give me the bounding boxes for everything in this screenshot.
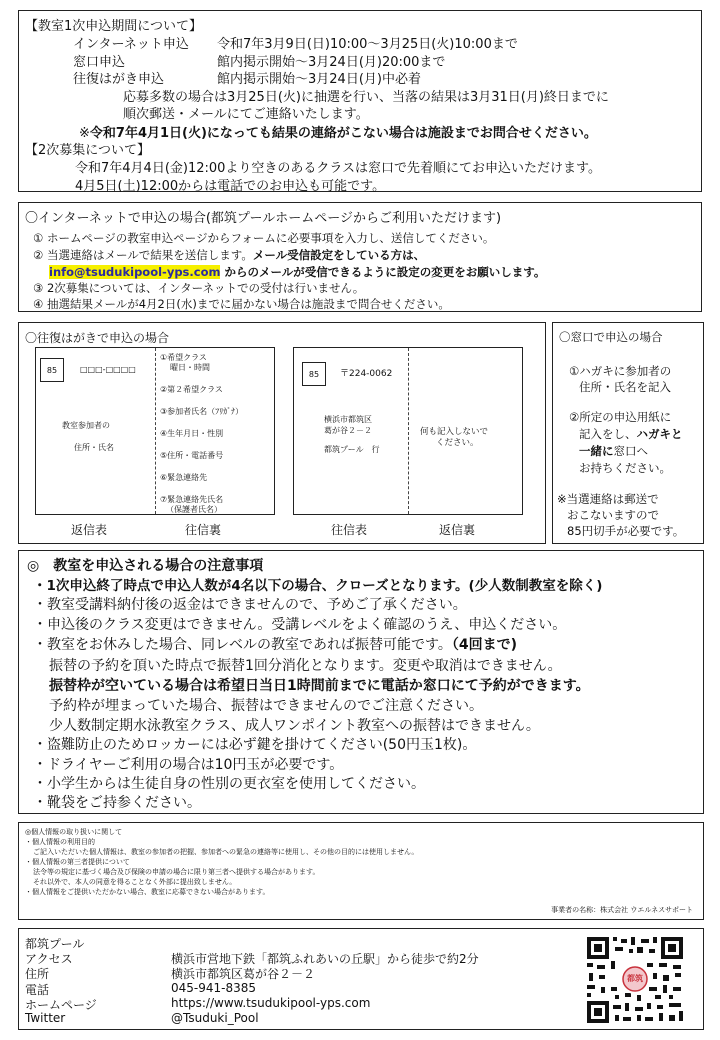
contact-footer [18, 928, 704, 1030]
homepage-label: ホームページ [25, 998, 97, 1012]
note-locker: ・盗難防止のためロッカーには必ず鍵を掛けてください(50円玉1枚)。 [33, 737, 477, 753]
privacy-third-party-text-1: 法令等の規定に基づく場合及び保険の申請の場合に限り第三者へ提供する場合があります。 [33, 868, 320, 876]
postcard-item-4: ④生年月日・性別 [160, 429, 224, 438]
postcard-item-1: ①希望クラス [160, 353, 207, 362]
twitter-label: Twitter [25, 1011, 66, 1025]
notes-title: ◎ 教室を申込される場合の注意事項 [27, 558, 264, 574]
phone-label: 電話 [25, 983, 50, 997]
period-counter-label: 窓口申込 [73, 55, 126, 70]
postcard-item-1-sub: 曜日・時間 [170, 363, 210, 372]
postcard-reply-zip: 85 [40, 358, 64, 382]
counter-note-1: ※当選連絡は郵送で [557, 492, 659, 506]
counter-line-2: 住所・氏名を記入 [579, 380, 671, 394]
notes-section [18, 550, 704, 814]
postcard-blank-note-1: 何も記入しないで [420, 427, 489, 437]
counter-title: 〇窓口で申込の場合 [559, 330, 663, 344]
period-postcard-value: 館内掲示開始～3月24日(月)中必着 [217, 72, 421, 87]
qr-code-icon[interactable] [585, 935, 685, 1025]
internet-item-3: ③ 2次募集については、インターネットでの受付は行いません。 [33, 281, 365, 295]
access-value: 横浜市営地下鉄「都筑ふれあいの丘駅」から徒歩で約2分 [171, 952, 479, 966]
note-makeup-reserve: 振替枠が空いている場合は希望日当日1時間前までに電話か窓口にて予約ができます。 [49, 678, 590, 694]
lottery-line-1: 応募多数の場合は3月25日(火)に抽選を行い、当落の結果は3月31日(月)終日までに [123, 90, 609, 105]
period-title: 【教室1次申込期間について】 [25, 19, 203, 34]
phone-value[interactable]: 045-941-8385 [171, 981, 257, 995]
internet-item-1: ① ホームページの教室申込ページからフォームに必要事項を入力し、送信してください。 [33, 231, 495, 245]
counter-line-3: ②所定の申込用紙に [569, 410, 672, 424]
note-locker-room: ・小学生からは生徒自身の性別の更衣室を使用してください。 [33, 776, 425, 792]
note-refund: ・教室受講料納付後の返金はできませんので、予めご了承ください。 [33, 597, 467, 613]
application-period-section [18, 10, 702, 192]
note-closure: ・1次申込終了時点で申込人数が4名以下の場合、クローズとなります。(少人数制教室を除く) [33, 578, 603, 594]
lottery-line-2: 順次郵送・メールにてご連絡いたします。 [123, 107, 369, 122]
postcard-reply-zip-boxes: □□□-□□□□ [80, 365, 136, 374]
note-dryer: ・ドライヤーご利用の場合は10円玉が必要です。 [33, 757, 344, 773]
privacy-third-party-text-2: それ以外で、本人の同意を得ることなく外部に提出致しません。 [33, 878, 237, 886]
postcard-item-2: ②第２希望クラス [160, 385, 223, 394]
internet-application-section [18, 202, 702, 312]
postcard-item-7: ⑦緊急連絡先氏名 [160, 495, 224, 504]
postcard-application-section [18, 322, 546, 544]
postcard-reply-address-2: 住所・氏名 [74, 443, 114, 452]
counter-line-4: 記入をし、ハガキと [579, 427, 683, 441]
counter-note-2: おこないますので [567, 508, 659, 522]
postcard-item-3: ③参加者氏名（ﾌﾘｶﾞﾅ） [160, 407, 244, 416]
second-round-line-2: 4月5日(土)12:00からは電話でのお申込も可能です。 [75, 179, 386, 194]
postcard-send-front-reply-back [293, 347, 523, 515]
postcard-item-7-sub: （保護者氏名） [166, 505, 222, 514]
postcard-send-zip: 85 [302, 362, 326, 386]
postcard-send-address-3: 都筑プール 行 [324, 445, 380, 454]
address-value: 横浜市都筑区葛が谷２－２ [171, 967, 316, 981]
twitter-handle[interactable]: @Tsuduki_Pool [171, 1011, 259, 1025]
second-round-line-1: 令和7年4月4日(金)12:00より空きのあるクラスは窓口で先着順にてお申込いただけます。 [75, 161, 601, 176]
address-label: 住所 [25, 967, 50, 981]
privacy-refusal-note: ・個人情報をご提供いただかない場合、教室に応募できない場合があります。 [25, 888, 270, 896]
internet-title: 〇インターネットで申込の場合(都筑プールホームページからご利用いただけます) [25, 211, 502, 226]
postcard-fold-line [408, 348, 409, 514]
caption-send-back: 往信裏 [185, 523, 222, 537]
email-address[interactable]: info@tsudukipool-yps.com [49, 265, 221, 279]
internet-email-line: info@tsudukipool-yps.com からのメールが受信できるように設定の変更をお願いします。 [49, 265, 546, 279]
postcard-reply-address-1: 教室参加者の [62, 421, 110, 430]
privacy-purpose-heading: ・個人情報の利用目的 [25, 838, 95, 846]
note-makeup-full: 予約枠が埋まっていた場合、振替はできませんのでご注意ください。 [49, 698, 483, 714]
note-class-change: ・申込後のクラス変更はできません。受講レベルをよく確認のうえ、申込ください。 [33, 617, 567, 633]
result-note: ※令和7年4月1日(火)になっても結果の連絡がこない場合は施設までお問合せください。 [79, 126, 597, 141]
note-makeup-exclusion: 少人数制定期水泳教室クラス、成人ワンポイント教室への振替はできません。 [49, 718, 540, 734]
caption-reply-front: 返信表 [71, 523, 108, 537]
counter-line-5: 一緒に窓口へ [579, 444, 648, 458]
period-internet-value: 令和7年3月9日(日)10:00～3月25日(火)10:00まで [217, 37, 518, 52]
postcard-fold-line [155, 348, 156, 514]
postcard-blank-note-2: ください。 [436, 438, 479, 448]
counter-line-1: ①ハガキに参加者の [569, 364, 672, 378]
privacy-title: ◎個人情報の取り扱いに関して [25, 828, 123, 836]
period-postcard-label: 往復はがき申込 [73, 72, 165, 87]
facility-name: 都筑プール [25, 937, 85, 951]
counter-line-6: お持ちください。 [579, 461, 671, 475]
note-shoe-bag: ・靴袋をご持参ください。 [33, 795, 201, 811]
qr-center-logo-text: 都筑 [627, 974, 643, 983]
homepage-url[interactable]: https://www.tsudukipool-yps.com [171, 996, 371, 1010]
internet-item-2: ② 当選連絡はメールで結果を送信します。メール受信設定をしている方は、 [33, 248, 426, 262]
postcard-send-postal-code: 〒224-0062 [340, 369, 393, 379]
postcard-reply-front-send-back [35, 347, 275, 515]
counter-application-section [552, 322, 704, 544]
postcard-item-5: ⑤住所・電話番号 [160, 451, 224, 460]
caption-send-front: 往信表 [331, 523, 368, 537]
postcard-item-6: ⑥緊急連絡先 [160, 473, 208, 482]
privacy-operator: 事業者の名称：株式会社 ウエルネスサポート [551, 906, 693, 914]
period-counter-value: 館内掲示開始～3月24日(月)20:00まで [217, 55, 446, 70]
note-makeup-consume: 振替の予約を頂いた時点で振替1回分消化となります。変更や取消はできません。 [49, 658, 562, 674]
privacy-section [18, 822, 704, 920]
counter-note-3: 85円切手が必要です。 [567, 524, 685, 538]
postcard-send-address-1: 横浜市都筑区 [324, 415, 372, 424]
caption-reply-back: 返信裏 [439, 523, 476, 537]
access-label: アクセス [25, 952, 73, 966]
second-round-title: 【2次募集について】 [25, 143, 151, 158]
internet-item-4: ④ 抽選結果メールが4月2日(水)までに届かない場合は施設まで問合せください。 [33, 297, 450, 311]
privacy-third-party-heading: ・個人情報の第三者提供について [25, 858, 130, 866]
postcard-send-address-2: 葛が谷２－２ [324, 426, 372, 435]
period-internet-label: インターネット申込 [73, 37, 189, 52]
note-makeup: ・教室をお休みした場合、同レベルの教室であれば振替可能です。（4回まで) [33, 637, 518, 653]
postcard-title: 〇往復はがきで申込の場合 [25, 331, 170, 345]
privacy-purpose-text: ご記入いただいた個人情報は、教室の参加者の把握、参加者への緊急の連絡等に使用し、その他の目的には使用しません。 [33, 848, 419, 856]
